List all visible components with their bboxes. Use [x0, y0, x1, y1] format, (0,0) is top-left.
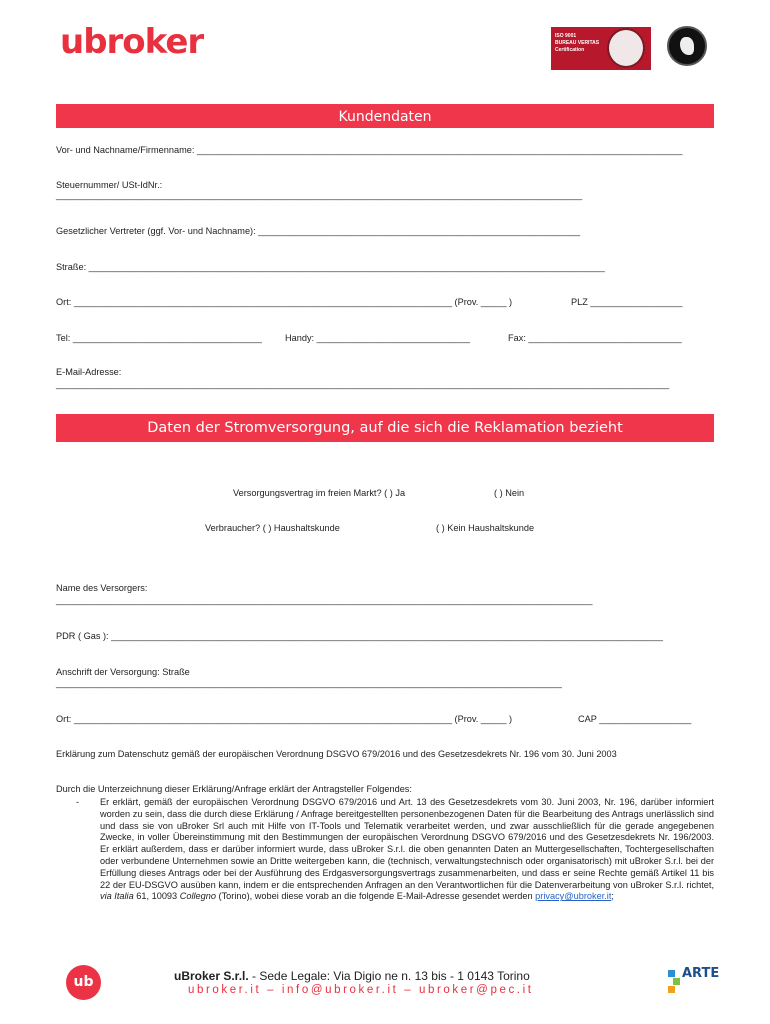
collegno: Collegno: [179, 891, 216, 902]
footer-contacts: ubroker.it – info@ubroker.it – ubroker@pec.it: [188, 984, 534, 996]
footer-sede: - Sede Legale: Via Digio ne n. 13 bis - 1 0143 Torino: [248, 969, 530, 983]
name-field[interactable]: Vor- und Nachname/Firmenname: _______________________________________________________________________________________________: [56, 145, 683, 155]
body-text-3: (Torino), wobei diese vorab an die folgende E-Mail-Adresse gesendet werden: [215, 891, 536, 902]
via-italia: via Italia: [100, 891, 134, 902]
markt-question[interactable]: Versorgungsvertrag im freien Markt? ( ) Ja: [233, 488, 406, 498]
bullet-dash: -: [76, 797, 80, 807]
bureau-veritas-badge: [551, 27, 651, 70]
section-strom-title: Daten der Stromversorgung, auf die sich die Reklamation bezieht: [56, 414, 714, 442]
versorger-field[interactable]: _________________________________________________________________________________________________________: [56, 595, 593, 605]
tel-field[interactable]: Tel: _____________________________________: [56, 333, 262, 343]
steuer-field[interactable]: _______________________________________________________________________________________________________: [56, 190, 583, 200]
cap-field[interactable]: CAP __________________: [578, 714, 692, 724]
arte-square-icon: [668, 986, 675, 993]
body-text-2: 61, 10093: [133, 891, 180, 902]
datenschutz-heading: Erklärung zum Datenschutz gemäß der europäischen Verordnung DSGVO 679/2016 und des Gesetzesdekrets Nr. 196 vom 30. Juni 2003: [56, 749, 617, 759]
ort-field[interactable]: Ort: __________________________________________________________________________ (Prov. _____ ): [56, 297, 513, 307]
cert-bv: BUREAU VERITAS: [555, 40, 600, 46]
email-field[interactable]: ________________________________________________________________________________________________________________________: [56, 379, 670, 389]
strasse-field[interactable]: Straße: _____________________________________________________________________________________________________: [56, 262, 605, 272]
anschrift-label: Anschrift der Versorgung: Straße: [56, 667, 190, 677]
ub-footer-logo: ub: [66, 965, 101, 1000]
cert-iso: ISO 9001: [555, 33, 577, 39]
arte-square-icon: [668, 970, 675, 977]
body-end: ;: [611, 891, 614, 902]
accredia-seal-icon: [667, 26, 707, 66]
arte-logo: [668, 966, 720, 996]
steuer-label: Steuernummer/ USt-IdNr.:: [56, 180, 163, 190]
email-label: E-Mail-Adresse:: [56, 367, 122, 377]
vertreter-field[interactable]: Gesetzlicher Vertreter (ggf. Vor- und Nachname): _______________________________________________________________: [56, 226, 581, 236]
handy-field[interactable]: Handy: ______________________________: [285, 333, 470, 343]
arte-label: ARTE: [682, 966, 720, 981]
kein-haushalt-option[interactable]: ( ) Kein Haushaltskunde: [436, 523, 535, 533]
datenschutz-intro: Durch die Unterzeichnung dieser Erklärung/Anfrage erklärt der Antragsteller Folgendes:: [56, 784, 412, 794]
verbraucher-question[interactable]: Verbraucher? ( ) Haushaltskunde: [205, 523, 340, 533]
arte-square-icon: [673, 978, 680, 985]
strom-ort-field[interactable]: Ort: __________________________________________________________________________ (Prov. _____ ): [56, 714, 513, 724]
body-text-1: Er erklärt, gemäß der europäischen Verordnung DSGVO 679/2016 und Art. 13 des Gesetzesdekrets vom 30. Juni 2003, Nr. 196, darüber informiert worden zu sein, dass die durch diese Erklärung / Anfrage bereitgestellten personenbezogenen Daten für die Bearbeitung des Antrags unerlässlich sind und dass sie von uBroker Srl auch mit Hilfe von IT-Tools und Telematik verarbeitet werden, und zwar ausschließlich für die gerade angegebenen Zwecke, in voller Übereinstimmung mit den Bestimmungen der europäischen Verordnung DSGVO 679/2016 und des Gesetzesdekrets Nr. 196/2003. Er erklärt außerdem, dass er darüber informiert wurde, dass uBroker S.r.l. die oben genannten Daten an Muttergesellschaften, Tochtergesellschaften oder verbundene Unternehmen sowie an Dritte weitergeben kann, die (technisch, verwaltungstechnisch oder organisatorisch) mit uBroker S.r.l. bei der Erfüllung dieses Antrags oder bei der Ausführung des Erdgasversorgungsvertrags zusammenarbeiten, und dass er seine Rechte gemäß Artikel 11 bis 22 der EU-DSGVO ausüben kann, indem er die entsprechenden Anfragen an den Verantwortlichen für die Datenverarbeitung von uBroker S.r.l. richtet,: [100, 797, 714, 890]
privacy-email-link[interactable]: privacy@ubroker.it: [535, 891, 612, 902]
footer-address: [174, 969, 530, 983]
section-kundendaten-title: Kundendaten: [56, 104, 714, 128]
footer-company: uBroker S.r.l.: [174, 969, 249, 983]
datenschutz-body: [100, 797, 714, 903]
ubroker-logo: ubroker: [60, 22, 204, 62]
pdr-field[interactable]: PDR ( Gas ): ____________________________________________________________________________________________________________: [56, 631, 663, 641]
anschrift-field[interactable]: ___________________________________________________________________________________________________: [56, 678, 562, 688]
versorger-label: Name des Versorgers:: [56, 583, 148, 593]
bureau-veritas-seal-icon: [607, 28, 645, 68]
plz-field[interactable]: PLZ __________________: [571, 297, 683, 307]
fax-field[interactable]: Fax: ______________________________: [508, 333, 682, 343]
cert-label: Certification: [555, 47, 585, 53]
markt-nein-option[interactable]: ( ) Nein: [494, 488, 525, 498]
